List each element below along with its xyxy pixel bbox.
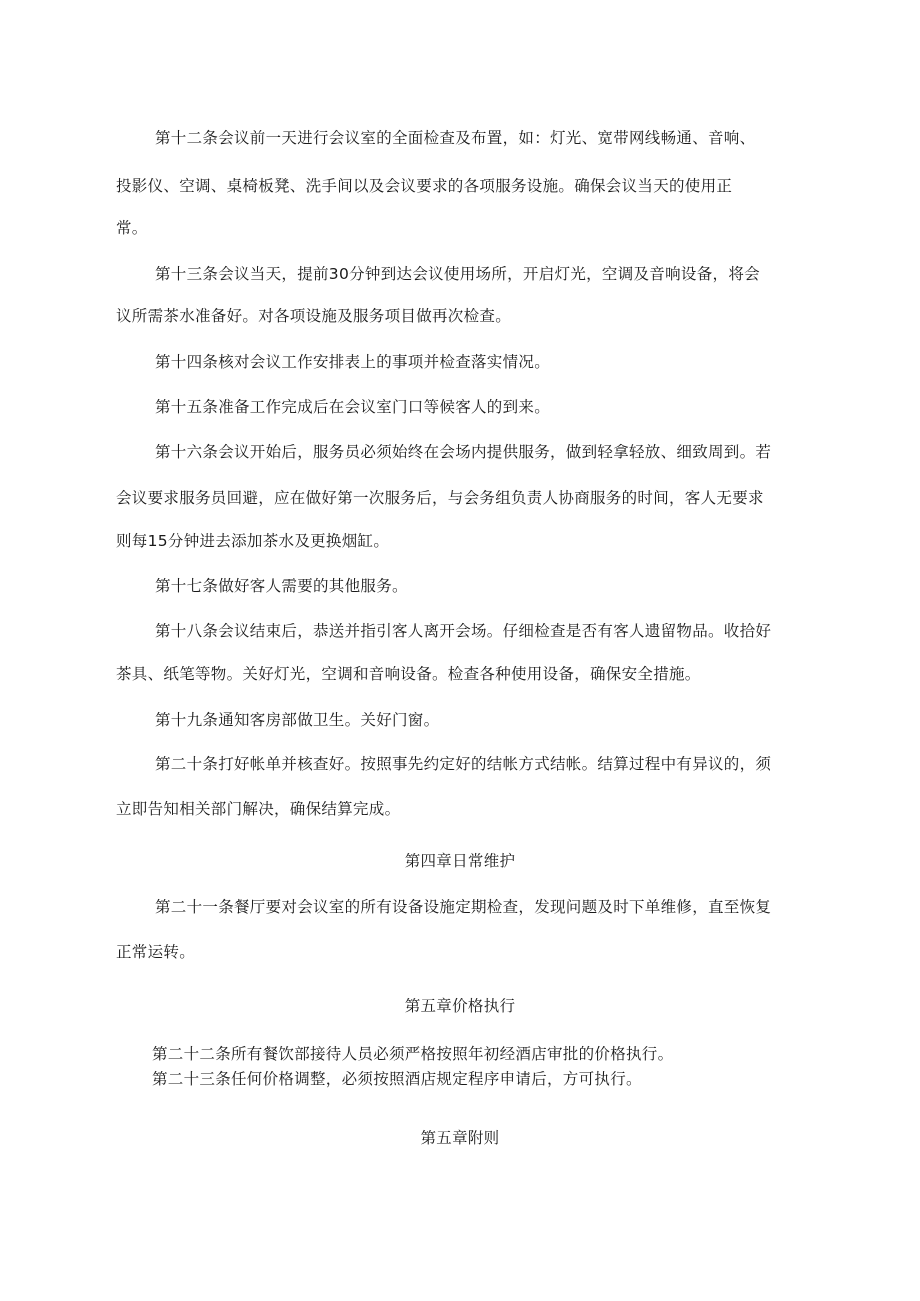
article-21-line-1: 第二十一条餐厅要对会议室的所有设备设施定期检查，发现问题及时下单维修，直至恢复 [155,898,772,916]
chapter-final-heading: 第五章附则 [420,1129,500,1147]
article-18-line-1: 第十八条会议结束后，恭送并指引客人离开会场。仔细检查是否有客人遗留物品。收拾好 [155,622,772,640]
article-14-line-1: 第十四条核对会议工作安排表上的事项并检查落实情况。 [155,353,551,371]
article-20-line-1: 第二十条打好帐单并核查好。按照事先约定好的结帐方式结帐。结算过程中有异议的，须 [155,755,772,773]
article-21-line-2: 正常运转。 [116,943,196,961]
article-12-line-2: 投影仪、空调、桌椅板凳、洗手间以及会议要求的各项服务设施。确保会议当天的使用正 [116,177,733,195]
article-17-line-1: 第十七条做好客人需要的其他服务。 [155,577,408,595]
article-19-line-1: 第十九条通知客房部做卫生。关好门窗。 [155,711,440,729]
chapter-5-heading: 第五章价格执行 [404,997,516,1015]
chapter-4-heading: 第四章日常维护 [404,852,516,870]
article-13-line-1: 第十三条会议当天，提前30分钟到达会议使用场所，开启灯光，空调及音响设备，将会 [155,265,760,283]
article-16-line-2: 会议要求服务员回避，应在做好第一次服务后，与会务组负责人协商服务的时间，客人无要求 [116,489,764,507]
article-20-line-2: 立即告知相关部门解决，确保结算完成。 [116,800,401,818]
article-18-line-2: 茶具、纸笔等物。关好灯光，空调和音响设备。检查各种使用设备，确保安全措施。 [116,665,701,683]
article-23-line-1: 第二十三条任何价格调整，必须按照酒店规定程序申请后，方可执行。 [152,1070,642,1088]
article-13-line-2: 议所需茶水准备好。对各项设施及服务项目做再次检查。 [116,307,512,325]
article-16-line-1: 第十六条会议开始后，服务员必须始终在会场内提供服务，做到轻拿轻放、细致周到。若 [155,443,772,461]
article-22-line-1: 第二十二条所有餐饮部接待人员必须严格按照年初经酒店审批的价格执行。 [152,1045,674,1063]
article-15-line-1: 第十五条准备工作完成后在会议室门口等候客人的到来。 [155,398,551,416]
article-16-line-3: 则每15分钟进去添加茶水及更换烟缸。 [116,532,390,550]
article-12-line-3: 常。 [116,219,148,237]
article-12-line-1: 第十二条会议前一天进行会议室的全面检查及布置，如：灯光、宽带网线畅通、音响、 [155,129,756,147]
